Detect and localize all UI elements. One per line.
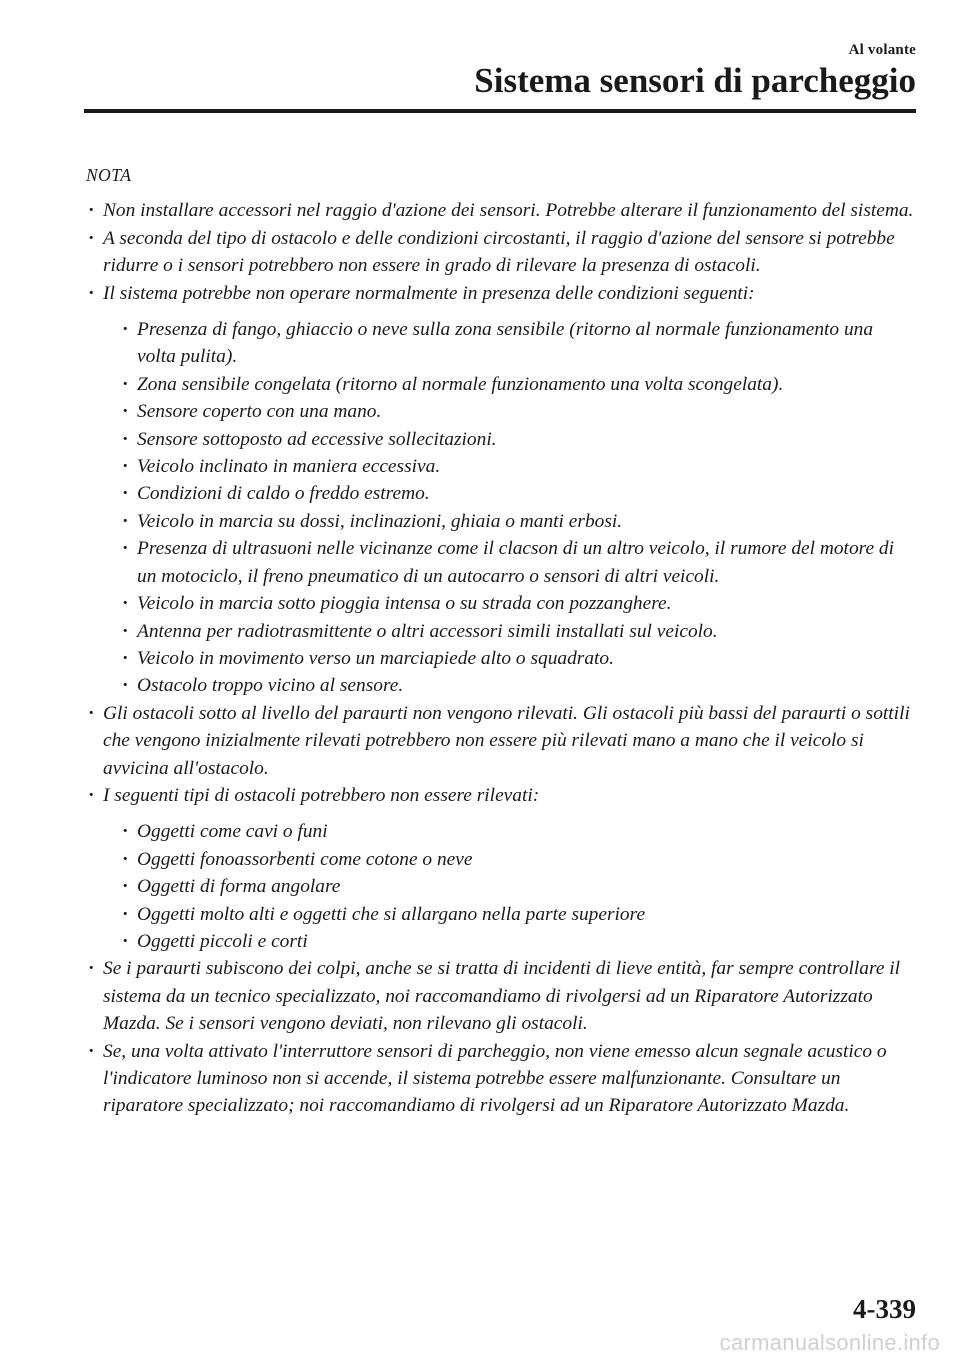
bullet-dot: ·: [122, 903, 129, 925]
bullet-dot: ·: [122, 510, 129, 532]
note-subitem: [120, 398, 916, 425]
bullet-dot: ·: [122, 821, 129, 843]
page-number: 4-339: [853, 1294, 916, 1324]
bullet-dot: ·: [88, 282, 95, 304]
note-item: [86, 700, 916, 782]
note-item: [86, 280, 916, 700]
note-item: [86, 225, 916, 280]
note-item-text: Non installare accessori nel raggio d'azione dei sensori. Potrebbe alterare il funzionamento del sistema.: [103, 200, 914, 222]
note-subitem-text: Antenna per radiotrasmittente o altri accessori simili installati sul veicolo.: [137, 620, 718, 642]
note-subitem: [120, 453, 916, 480]
note-subitem: [120, 873, 916, 900]
bullet-dot: ·: [122, 538, 129, 560]
note-subitem-text: Veicolo in marcia sotto pioggia intensa o su strada con pozzanghere.: [137, 593, 672, 615]
note-item-text: I seguenti tipi di ostacoli potrebbero non essere rilevati:: [103, 784, 540, 806]
note-subitem: [120, 316, 916, 371]
note-subitem-text: Presenza di ultrasuoni nelle vicinanze come il clacson di un altro veicolo, il rumore del motore di un motociclo, il freno pneumatico di un autocarro o sensori di altri veicoli.: [137, 538, 895, 587]
note-item-text: Se, una volta attivato l'interruttore sensori di parcheggio, non viene emesso alcun segnale acustico o l'indicatore luminoso non si accende, il sistema potrebbe essere malfunzionante. Consultare un riparatore specializzato; noi raccomandiamo di rivolgersi ad un Riparatore Autorizzato Mazda.: [103, 1040, 887, 1117]
bullet-dot: ·: [122, 456, 129, 478]
note-subitem: [120, 618, 916, 645]
note-subitem: [120, 672, 916, 699]
bullet-dot: ·: [88, 227, 95, 249]
bullet-dot: ·: [122, 593, 129, 615]
note-subitem: [120, 426, 916, 453]
note-sublist: [103, 316, 916, 700]
note-subitem: [120, 480, 916, 507]
header-rule: [84, 109, 916, 113]
note-subitem: [120, 535, 916, 590]
note-subitem-text: Veicolo in movimento verso un marciapiede alto o squadrato.: [137, 647, 614, 669]
note-subitem-text: Oggetti fonoassorbenti come cotone o neve: [137, 848, 473, 870]
note-subitem: [120, 928, 916, 955]
bullet-dot: ·: [88, 784, 95, 806]
note-subitem: [120, 371, 916, 398]
note-subitem-text: Presenza di fango, ghiaccio o neve sulla zona sensibile (ritorno al normale funzionamento una volta pulita).: [137, 319, 874, 368]
bullet-dot: ·: [122, 483, 129, 505]
section-label: Al volante: [848, 42, 916, 58]
note-item-text: Se i paraurti subiscono dei colpi, anche se si tratta di incidenti di lieve entità, far sempre controllare il sistema da un tecnico specializzato, noi raccomandiamo di rivolgersi ad un Riparatore Autorizzato Mazda. Se i sensori vengono deviati, non rilevano gli ostacoli.: [103, 958, 901, 1035]
bullet-dot: ·: [122, 647, 129, 669]
note-subitem-text: Oggetti come cavi o funi: [137, 821, 328, 843]
note-item: [86, 197, 916, 224]
note-item-text: A seconda del tipo di ostacolo e delle condizioni circostanti, il raggio d'azione del sensore si potrebbe ridurre o i sensori potrebbero non essere in grado di rilevare la presenza di ostacoli.: [103, 227, 895, 277]
note-subitem-text: Sensore sottoposto ad eccessive sollecitazioni.: [137, 428, 497, 450]
bullet-dot: ·: [122, 876, 129, 898]
note-subitem-text: Oggetti piccoli e corti: [137, 930, 308, 952]
note-subitem: [120, 846, 916, 873]
bullet-dot: ·: [122, 428, 129, 450]
bullet-dot: ·: [122, 401, 129, 423]
note-item-text: Gli ostacoli sotto al livello del paraurti non vengono rilevati. Gli ostacoli più bassi del paraurti o sottili che vengono inizialmente rilevati potrebbero non essere più rilevati mano a mano che il veicolo si avvicina all'ostacolo.: [103, 702, 910, 779]
note-subitem-text: Ostacolo troppo vicino al sensore.: [137, 675, 404, 697]
note-item: [86, 1038, 916, 1120]
note-list: [86, 197, 916, 1119]
note-sublist: [103, 818, 916, 955]
note-subitem-text: Condizioni di caldo o freddo estremo.: [137, 483, 430, 505]
bullet-dot: ·: [122, 848, 129, 870]
note-subitem-text: Veicolo inclinato in maniera eccessiva.: [137, 456, 441, 478]
note-subitem: [120, 901, 916, 928]
note-subitem-text: Sensore coperto con una mano.: [137, 401, 382, 423]
note-heading: NOTA: [86, 165, 132, 185]
bullet-dot: ·: [88, 1040, 95, 1062]
note-subitem-text: Zona sensibile congelata (ritorno al normale funzionamento una volta scongelata).: [137, 373, 784, 395]
bullet-dot: ·: [88, 958, 95, 980]
note-block: [86, 162, 916, 1120]
page-title: Sistema sensori di parcheggio: [474, 61, 916, 100]
bullet-dot: ·: [122, 373, 129, 395]
bullet-dot: ·: [122, 930, 129, 952]
watermark: carmanualsonline.info: [719, 1330, 940, 1355]
bullet-dot: ·: [122, 319, 129, 341]
note-subitem: [120, 645, 916, 672]
note-subitem-text: Oggetti di forma angolare: [137, 876, 341, 898]
bullet-dot: ·: [88, 200, 95, 222]
note-subitem-text: Oggetti molto alti e oggetti che si allargano nella parte superiore: [137, 903, 646, 925]
bullet-dot: ·: [122, 675, 129, 697]
note-item: [86, 955, 916, 1037]
bullet-dot: ·: [122, 620, 129, 642]
note-subitem-text: Veicolo in marcia su dossi, inclinazioni, ghiaia o manti erbosi.: [137, 510, 623, 532]
bullet-dot: ·: [88, 702, 95, 724]
note-item: [86, 782, 916, 955]
note-subitem: [120, 590, 916, 617]
note-subitem: [120, 818, 916, 845]
note-subitem: [120, 508, 916, 535]
note-item-text: Il sistema potrebbe non operare normalmente in presenza delle condizioni seguenti:: [103, 282, 755, 304]
